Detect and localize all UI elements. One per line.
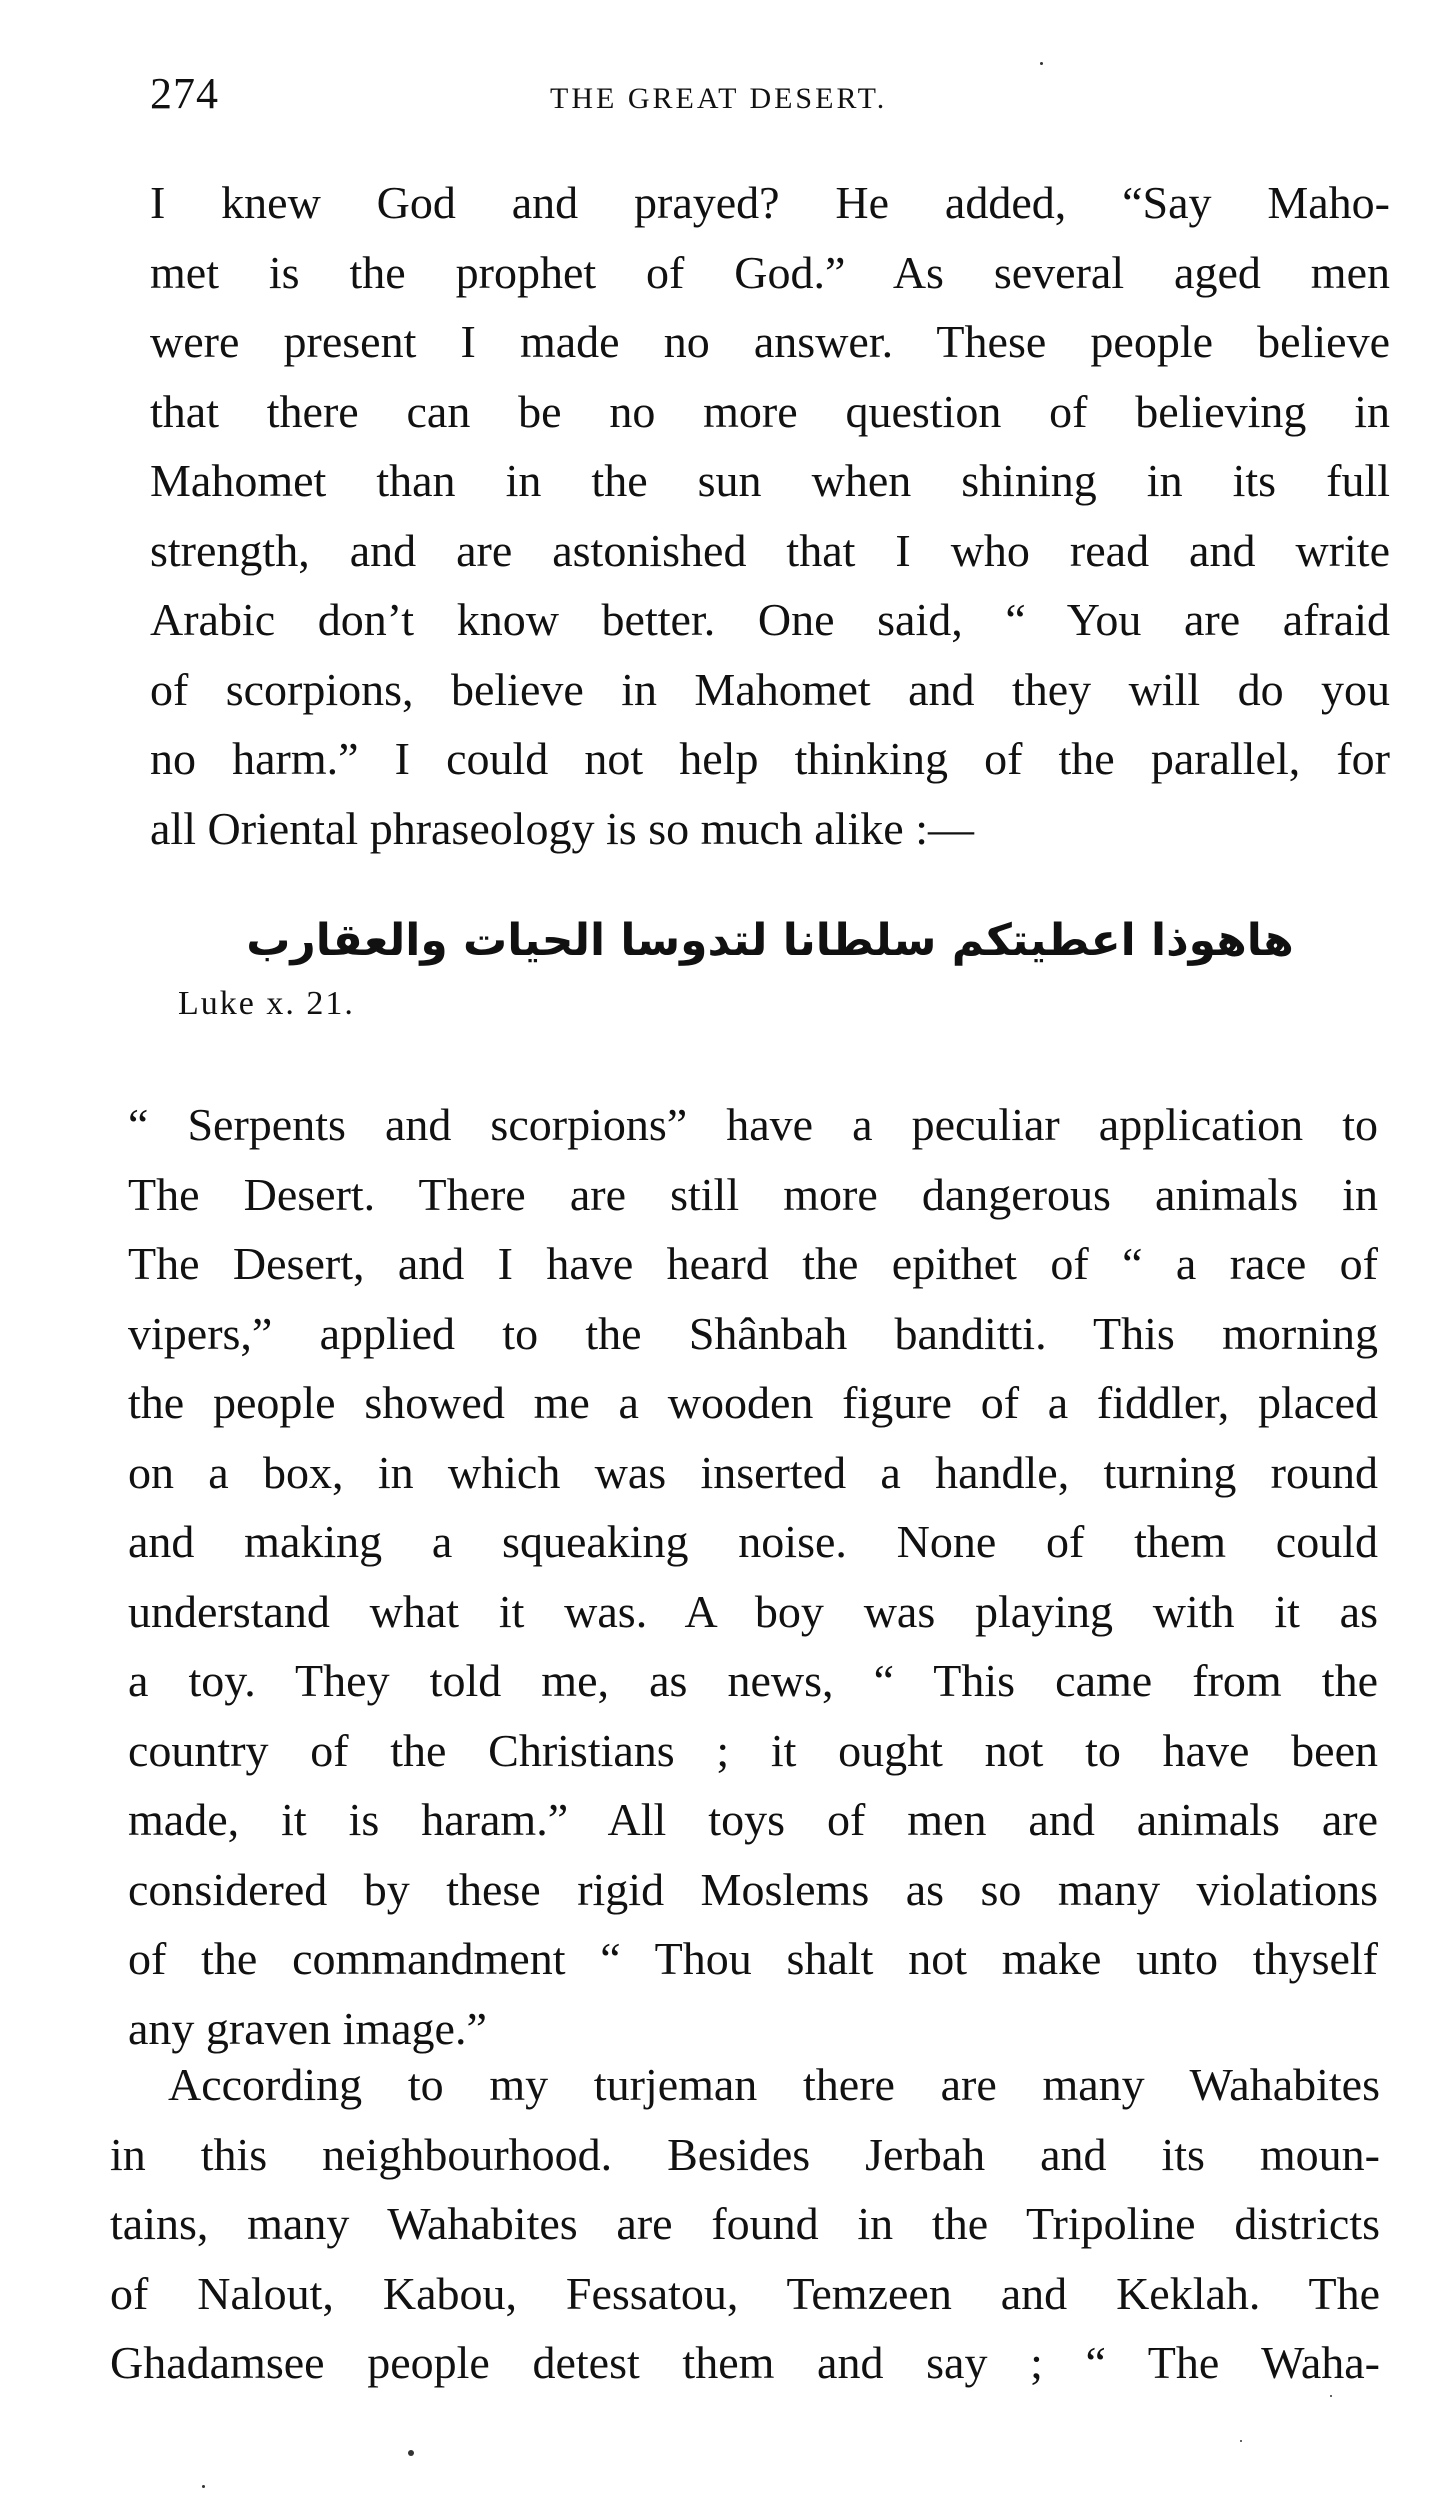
paragraph-2	[128, 1090, 1378, 2063]
text-line: met is the prophet of God.” As several aged men	[150, 246, 1390, 298]
text-line: Arabic don’t know better. One said, “ You are afraid	[150, 594, 1390, 645]
print-speck	[408, 2450, 414, 2456]
print-speck	[202, 2485, 205, 2488]
text-line: Mahomet than in the sun when shining in its full	[150, 455, 1390, 506]
text-line: a toy. They told me, as news, “ This came from the	[128, 1655, 1378, 1706]
text-line: strength, and are astonished that I who read and write	[150, 524, 1390, 576]
text-line: “ Serpents and scorpions” have a peculiar application to	[128, 1099, 1378, 1150]
text-line: the people showed me a wooden figure of a fiddler, placed	[128, 1377, 1378, 1428]
paragraph-3	[110, 2050, 1380, 2398]
text-line: understand what it was. A boy was playing with it as	[128, 1585, 1378, 1637]
paragraph-1	[150, 168, 1390, 863]
text-line: The Desert, and I have heard the epithet of “ a race of	[128, 1238, 1378, 1289]
text-line: vipers,” applied to the Shânbah banditti. This morning	[128, 1307, 1378, 1359]
text-line: of Nalout, Kabou, Fessatou, Temzeen and Keklah. The	[110, 2267, 1380, 2319]
text-line: that there can be no more question of believing in	[150, 385, 1390, 437]
text-line: were present I made no answer. These people believe	[150, 316, 1390, 367]
text-line: country of the Christians ; it ought not to have been	[128, 1724, 1378, 1776]
text-line: The Desert. There are still more dangerous animals in	[128, 1168, 1378, 1220]
print-speck	[1330, 2395, 1332, 2397]
text-line: made, it is haram.” All toys of men and animals are	[128, 1794, 1378, 1845]
citation: Luke x. 21.	[178, 985, 355, 1022]
text-line: in this neighbourhood. Besides Jerbah and its moun-	[110, 2128, 1380, 2180]
text-line: on a box, in which was inserted a handle, turning round	[128, 1446, 1378, 1498]
text-line: any graven image.”	[128, 2002, 487, 2054]
text-line: tains, many Wahabites are found in the Tripoline districts	[110, 2198, 1380, 2249]
text-line: According to my turjeman there are many Wahabites	[168, 2059, 1380, 2110]
text-line: of scorpions, believe in Mahomet and they will do you	[150, 663, 1390, 715]
running-title: THE GREAT DESERT.	[550, 82, 888, 115]
text-line: considered by these rigid Moslems as so many violations	[128, 1863, 1378, 1915]
print-speck	[1040, 62, 1043, 65]
page-header	[150, 68, 1390, 128]
text-line: no harm.” I could not help thinking of the parallel, for	[150, 733, 1390, 784]
text-line: I knew God and prayed? He added, “Say Maho-	[150, 177, 1390, 228]
page-number: 274	[150, 69, 219, 118]
print-speck	[1240, 2440, 1242, 2442]
text-line: and making a squeaking noise. None of them could	[128, 1516, 1378, 1567]
text-line: all Oriental phraseology is so much alike :—	[150, 802, 974, 854]
text-line: Ghadamsee people detest them and say ; “ The Waha-	[110, 2337, 1380, 2388]
text-line: of the commandment “ Thou shalt not make unto thyself	[128, 1933, 1378, 1984]
arabic-quotation: هاهوذا اعطيتكم سلطانا لتدوسا الحيات والعقارب	[246, 915, 1294, 966]
